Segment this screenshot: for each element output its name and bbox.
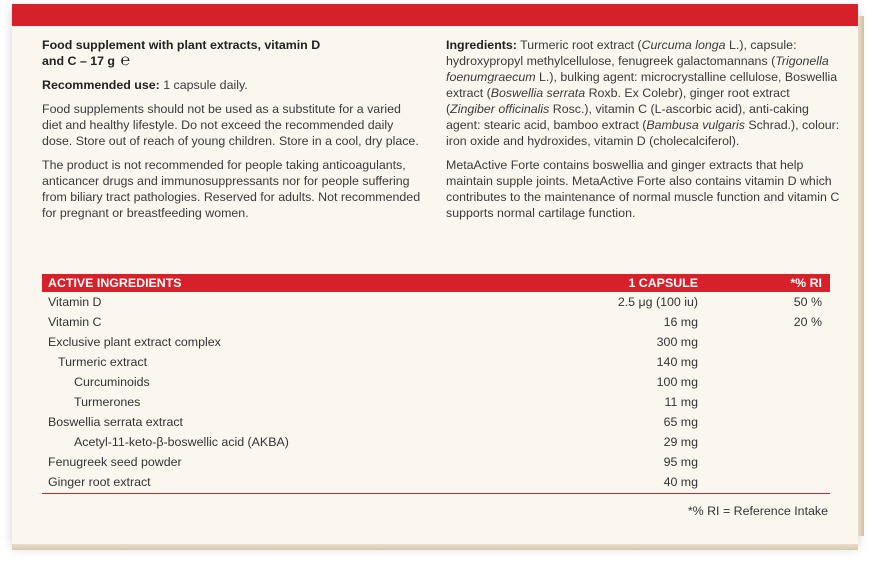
ingredients-paragraph [446,37,841,149]
top-red-band [12,4,858,26]
ingredients-text: L.), bulking agent: microcrystalline cellulose, Boswellia extract ( [446,70,838,100]
header-active-ingredients: ACTIVE INGREDIENTS [48,276,182,290]
header-ri: *% RI [790,276,822,290]
ingredient-amount: 29 mg [663,435,698,449]
ingredients-text: L.), capsule: hydroxypropyl methylcellulose, fenugreek galactomannans ( [446,38,797,68]
package-panel [12,4,858,544]
ingredient-name: Vitamin C [48,315,102,329]
latin-name: Bambusa vulgaris [646,118,745,132]
ingredients-text: Schrad.), colour: iron oxide and hydroxides, vitamin D (cholecalciferol). [446,118,840,148]
table-row [42,352,830,372]
ingredient-amount: 2.5 μg (100 iu) [617,295,698,309]
table-row [42,332,830,352]
ingredient-amount: 100 mg [656,375,698,389]
ingredient-name: Acetyl-11-keto-β-boswellic acid (AKBA) [74,435,289,449]
table-row [42,312,830,332]
ingredient-amount: 65 mg [663,415,698,429]
ingredient-amount: 11 mg [664,395,698,409]
package-side-edge [858,16,864,536]
claims-paragraph: MetaActive Forte contains boswellia and ginger extracts that help maintain supple joints. MetaActive Forte also contains vitamin D which contributes to the maintenance of normal muscle function and vitamin C supports normal cartilage function. [446,158,840,220]
table-row [42,412,830,432]
ingredients-label: Ingredients: [446,38,517,52]
ingredient-name: Curcuminoids [74,375,150,389]
table-row [42,472,830,492]
ingredient-amount: 300 mg [656,335,698,349]
ingredient-name: Turmeric extract [58,355,148,369]
right-column [446,37,841,229]
table-row [42,372,830,392]
table-header [42,274,830,292]
ingredient-ri: 20 % [793,315,822,329]
table-row [42,432,830,452]
latin-name: Trigonella foenumgraecum [446,54,829,84]
recommended-use [42,77,422,93]
product-title [42,37,422,69]
ingredient-ri: 50 % [793,295,822,309]
ingredient-name: Fenugreek seed powder [48,455,182,469]
table-bottom-rule [42,493,830,494]
reference-intake-footnote: *% RI = Reference Intake [687,504,828,518]
estimated-sign-icon: ℮ [120,52,131,69]
table-row [42,292,830,312]
ingredient-amount: 140 mg [656,355,698,369]
contraindication-paragraph: The product is not recommended for people taking anticoagulants, anticancer drugs and immunosuppressants nor for people suffering from biliary tract pathologies. Reserved for adults. Not recommended for pregnant or breastfeeding women. [42,158,421,220]
ingredient-name: Boswellia serrata extract [48,415,183,429]
latin-name: Curcuma longa [641,38,726,52]
ingredient-amount: 40 mg [663,475,698,489]
recommended-use-text: 1 capsule daily. [163,78,248,92]
table-row [42,452,830,472]
table-row [42,392,830,412]
ingredient-name: Exclusive plant extract complex [48,335,221,349]
package-bottom-edge [12,544,858,550]
left-column [42,37,422,229]
latin-name: Zingiber officinalis [450,102,550,116]
ingredient-amount: 95 mg [663,455,698,469]
recommended-use-label: Recommended use: [42,78,160,92]
title-line-2: and C – 17 g [42,54,115,68]
title-line-1: Food supplement with plant extracts, vitamin D [42,38,321,52]
ingredient-name: Turmerones [74,395,141,409]
header-per-capsule: 1 CAPSULE [628,276,698,290]
warning-paragraph: Food supplements should not be used as a substitute for a varied diet and healthy lifestyle. Do not exceed the recommended daily dose. Store out of reach of young children. Store in a cool, dry place. [42,102,419,148]
ingredient-name: Vitamin D [48,295,102,309]
ingredients-text: Rosc.), vitamin C (L-ascorbic acid), anti-caking agent: stearic acid, bamboo extract ( [446,102,809,132]
ingredients-text: Roxb. Ex Colebr), ginger root extract ( [446,86,790,116]
ingredients-text: Turmeric root extract ( [520,38,642,52]
active-ingredients-table [42,274,830,494]
latin-name: Boswellia serrata [490,86,586,100]
ingredient-name: Ginger root extract [48,475,151,489]
ingredient-amount: 16 mg [663,315,698,329]
